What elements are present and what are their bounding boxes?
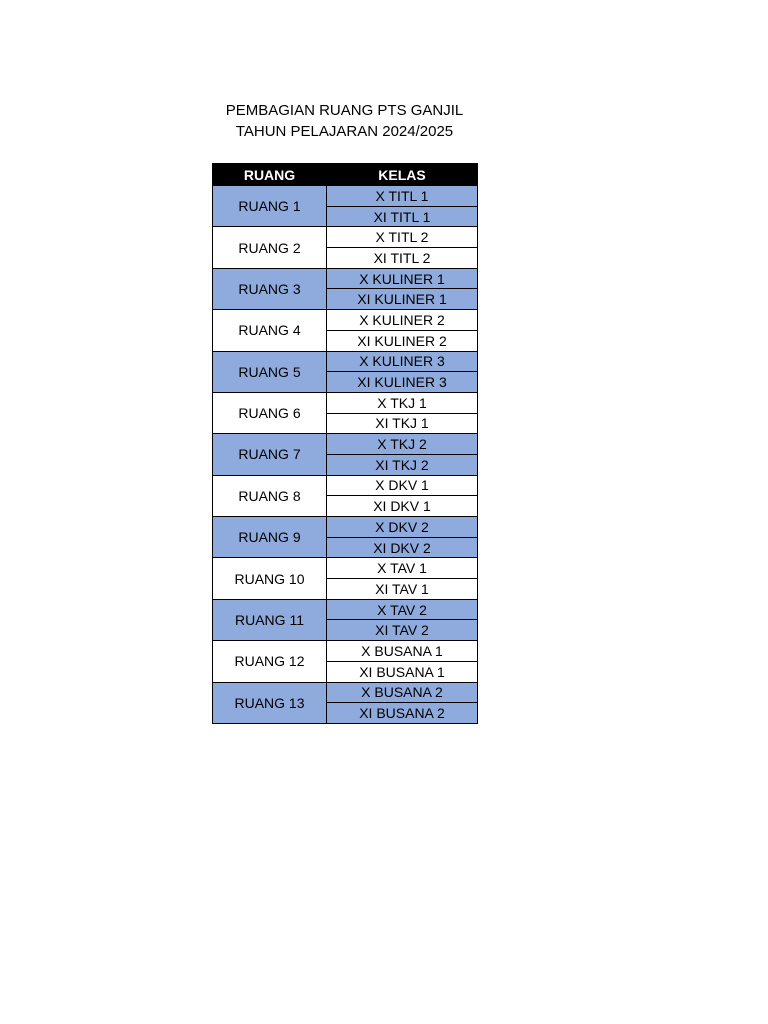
class-name-cell: XI TAV 1 xyxy=(327,579,478,600)
room-name-cell: RUANG 5 xyxy=(213,351,327,392)
table-row xyxy=(213,310,478,331)
room-group xyxy=(213,392,478,433)
class-name-cell: XI TITL 2 xyxy=(327,248,478,269)
class-name-cell: X KULINER 2 xyxy=(327,310,478,331)
room-group xyxy=(213,186,478,227)
table-row xyxy=(213,641,478,662)
table-row xyxy=(213,682,478,703)
room-name-cell: RUANG 2 xyxy=(213,227,327,268)
room-name-cell: RUANG 1 xyxy=(213,186,327,227)
header-kelas: KELAS xyxy=(327,164,478,186)
title-line-1: PEMBAGIAN RUANG PTS GANJIL xyxy=(225,102,464,119)
class-name-cell: XI TKJ 2 xyxy=(327,454,478,475)
room-name-cell: RUANG 12 xyxy=(213,641,327,682)
class-name-cell: X TAV 2 xyxy=(327,599,478,620)
class-name-cell: X TKJ 1 xyxy=(327,392,478,413)
room-group xyxy=(213,599,478,640)
class-name-cell: XI TITL 1 xyxy=(327,206,478,227)
room-name-cell: RUANG 9 xyxy=(213,517,327,558)
class-name-cell: X BUSANA 2 xyxy=(327,682,478,703)
table-row xyxy=(213,517,478,538)
room-name-cell: RUANG 10 xyxy=(213,558,327,599)
class-name-cell: XI KULINER 2 xyxy=(327,330,478,351)
class-name-cell: X TKJ 2 xyxy=(327,434,478,455)
room-name-cell: RUANG 7 xyxy=(213,434,327,475)
header-row xyxy=(213,164,478,186)
room-group xyxy=(213,641,478,682)
room-name-cell: RUANG 8 xyxy=(213,475,327,516)
header-ruang: RUANG xyxy=(213,164,327,186)
class-name-cell: X TITL 1 xyxy=(327,186,478,207)
class-name-cell: X DKV 1 xyxy=(327,475,478,496)
room-group xyxy=(213,310,478,351)
room-group xyxy=(213,268,478,309)
class-name-cell: XI BUSANA 2 xyxy=(327,703,478,724)
table-header xyxy=(213,164,478,186)
class-name-cell: XI DKV 1 xyxy=(327,496,478,517)
room-group xyxy=(213,517,478,558)
table-row xyxy=(213,351,478,372)
class-name-cell: X KULINER 3 xyxy=(327,351,478,372)
room-group xyxy=(213,351,478,392)
table-row xyxy=(213,475,478,496)
room-name-cell: RUANG 4 xyxy=(213,310,327,351)
class-name-cell: XI DKV 2 xyxy=(327,537,478,558)
class-name-cell: X TITL 2 xyxy=(327,227,478,248)
room-group xyxy=(213,475,478,516)
table-row xyxy=(213,434,478,455)
table-row xyxy=(213,227,478,248)
table-row xyxy=(213,392,478,413)
room-name-cell: RUANG 13 xyxy=(213,682,327,723)
class-name-cell: XI KULINER 1 xyxy=(327,289,478,310)
class-name-cell: X TAV 1 xyxy=(327,558,478,579)
class-name-cell: XI TAV 2 xyxy=(327,620,478,641)
class-name-cell: XI BUSANA 1 xyxy=(327,661,478,682)
room-group xyxy=(213,682,478,723)
table-row xyxy=(213,599,478,620)
table-row xyxy=(213,558,478,579)
table-row xyxy=(213,186,478,207)
room-group xyxy=(213,434,478,475)
room-name-cell: RUANG 11 xyxy=(213,599,327,640)
table-row xyxy=(213,268,478,289)
room-allocation-table xyxy=(212,163,478,724)
room-name-cell: RUANG 6 xyxy=(213,392,327,433)
class-name-cell: X KULINER 1 xyxy=(327,268,478,289)
title-line-2: TAHUN PELAJARAN 2024/2025 xyxy=(235,123,454,140)
class-name-cell: X DKV 2 xyxy=(327,517,478,538)
document-title xyxy=(212,100,477,142)
class-name-cell: XI TKJ 1 xyxy=(327,413,478,434)
class-name-cell: X BUSANA 1 xyxy=(327,641,478,662)
class-name-cell: XI KULINER 3 xyxy=(327,372,478,393)
room-group xyxy=(213,558,478,599)
room-name-cell: RUANG 3 xyxy=(213,268,327,309)
room-group xyxy=(213,227,478,268)
